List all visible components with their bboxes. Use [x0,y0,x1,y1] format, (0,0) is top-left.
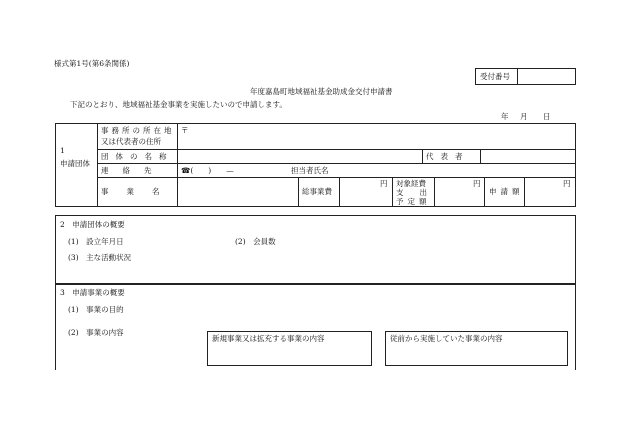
date-day: 日 [543,112,551,121]
new-project-label: 新規事業又は拡充する事業の内容 [212,334,325,343]
project-content-label: (2) 事業の内容 [68,328,124,337]
activity-status-label: (3) 主な活動状況 [68,253,132,262]
representative-label: 代表者 [426,152,470,161]
total-cost-label: 総事業費 [302,187,332,196]
project-name-field[interactable] [181,180,294,204]
request-amount-yen: 円 [563,179,571,188]
reception-label: 受付番号 [480,72,510,81]
section1-label: 申請団体 [60,159,90,168]
section3-left [55,284,56,370]
table-divider [97,163,576,164]
target-cost-yen: 円 [473,179,481,188]
target-cost-label-3: 予定額 [396,197,431,206]
section2-heading: 2 申請団体の概要 [60,220,125,229]
table-divider [339,177,340,207]
table-divider [97,123,98,207]
address-label: 事務所の所在地 [101,126,175,135]
target-cost-label-2: 支出 [396,188,443,197]
person-in-charge-label: 担当者氏名 [291,166,329,175]
target-cost-label: 対象経費 [396,179,426,188]
request-amount-label: 申請額 [489,187,524,196]
org-name-field[interactable] [181,152,417,162]
table-divider [392,177,393,207]
address-field[interactable] [186,127,570,147]
org-name-label: 団体の名称 [101,152,174,161]
project-purpose-label: (1) 事業の目的 [68,305,124,314]
date-year: 年 [501,112,509,121]
table-divider [422,149,423,163]
reception-divider [517,68,518,85]
table-divider [97,177,576,178]
previous-project-label: 従前から実施していた事業の内容 [390,334,503,343]
section3-heading: 3 申請事業の概要 [60,288,125,297]
intro-text: 下記のとおり、地域福祉基金事業を実施したいので申請します。 [70,100,287,109]
representative-field[interactable] [484,152,572,162]
established-date-label: (1) 設立年月日 [68,237,124,246]
table-divider [484,177,485,207]
section2-box [55,215,576,284]
page-title: 年度嘉島町地域福祉基金助成金交付申請書 [250,87,393,96]
table-divider [298,177,299,207]
form-number: 様式第1号(第6条関係) [54,59,130,68]
section1-number: 1 [60,146,65,155]
member-count-label: (2) 会員数 [235,237,276,246]
contact-label: 連絡先 [101,166,166,175]
table-divider [480,149,481,163]
date-month: 月 [520,112,528,121]
address-label-2: 又は代表者の住所 [101,137,161,146]
section3-right [575,284,576,370]
phone-field[interactable]: ☎( ) — [181,166,234,175]
table-divider [97,149,576,150]
section3-top [55,284,576,285]
table-divider [524,177,525,207]
project-name-label: 事業名 [101,187,178,196]
postal-mark: 〒 [181,126,189,135]
total-cost-yen: 円 [380,179,388,188]
